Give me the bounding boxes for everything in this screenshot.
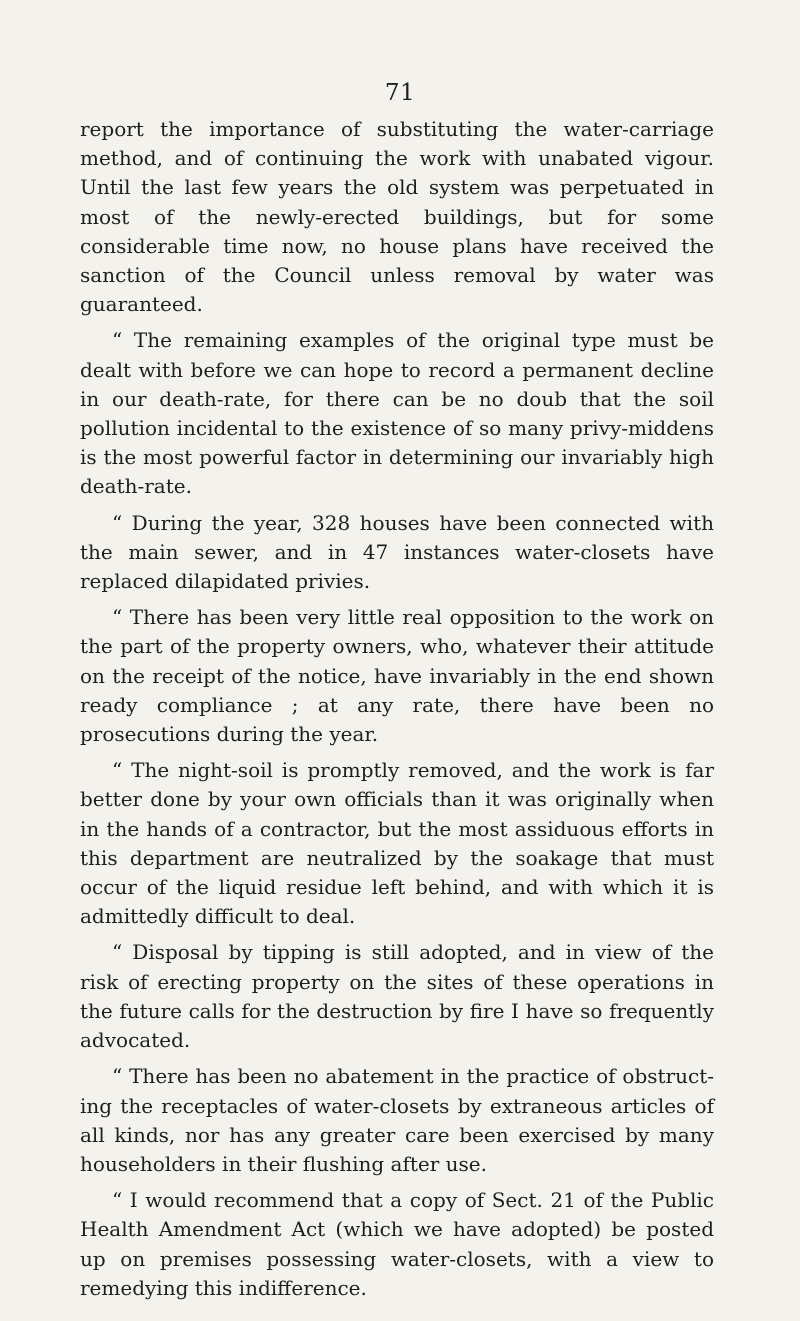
paragraph-3: “ During the year, 328 houses have been connected with the main sewer, and in 47 instances water-closets have replaced dilapidated privies. (80, 510, 714, 594)
paragraph-1: report the importance of substituting the water-carriage method, and of continuing the work with unabated vigour. Until the last few years the old system was perpetuated in most of the newly-erected buildings, but for some considerable time now, no house plans have received the sanction of the Council unless removal by water was guaranteed. (80, 117, 714, 317)
paragraph-2: “ The remaining examples of the original type must be dealt with before we can hope to record a permanent decline in our death-rate, for there can be no doub that the soil pollution incidental to the existence of so many privy-middens is the most powerful factor in determining our invariably high death-rate. (80, 328, 714, 499)
paragraph-8: “ I would recommend that a copy of Sect. 21 of the Public Health Amendment Act (which we have adopted) be posted up on premises possessing water-closets, with a view to remedying this indifference. (80, 1188, 714, 1300)
body-text (80, 115, 714, 1310)
paragraph-7: “ There has been no abatement in the practice of obstruct- ing the receptacles of water-closets by extraneous articles of all kinds, nor has any greater care been exercised by many householders in their flushing after use. (80, 1064, 714, 1176)
page-number: 71 (384, 80, 416, 106)
paragraph-6: “ Disposal by tipping is still adopted, and in view of the risk of erecting property on the sites of these operations in the future calls for the destruction by fire I have so frequently advocated. (80, 940, 714, 1053)
paragraph-5: “ The night-soil is promptly removed, and the work is far better done by your own officials than it was originally when in the hands of a contractor, but the most assiduous efforts in this department are neutralized by the soakage that must occur of the liquid residue left behind, and with which it is admittedly difficult to deal. (80, 758, 714, 929)
paragraph-4: “ There has been very little real opposition to the work on the part of the property owners, who, whatever their attitude on the receipt of the notice, have invariably in the end shown ready compliance ; at any rate, there have been no prosecutions during the year. (80, 605, 714, 747)
